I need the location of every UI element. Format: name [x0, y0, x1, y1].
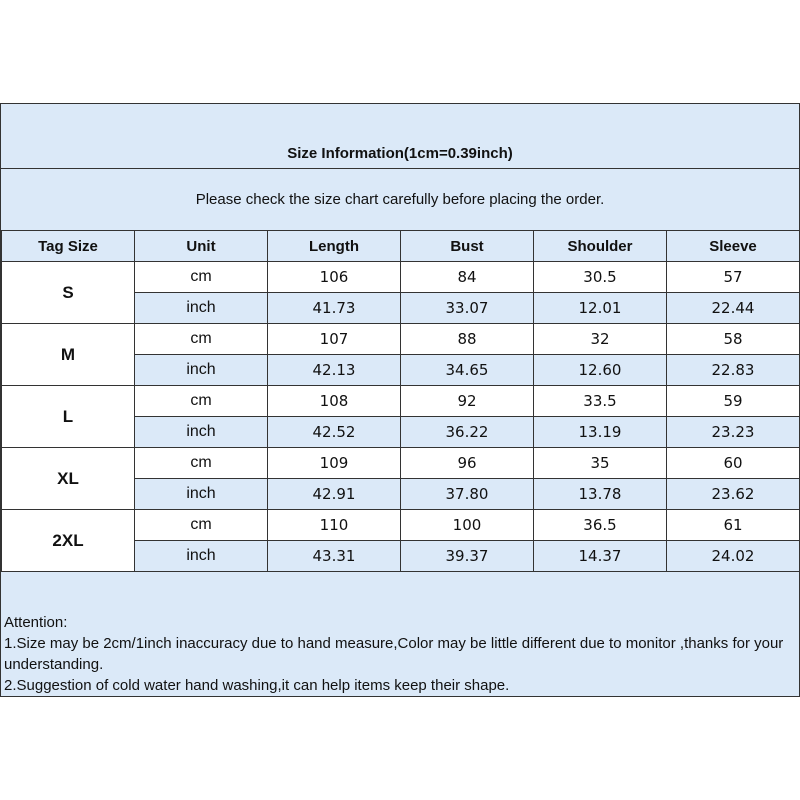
shoulder-cell: 12.01 — [534, 293, 667, 324]
header-shoulder: Shoulder — [534, 231, 667, 262]
shoulder-cell: 32 — [534, 324, 667, 355]
table-row — [2, 262, 800, 293]
sleeve-cell: 23.23 — [667, 417, 800, 448]
shoulder-cell: 13.78 — [534, 479, 667, 510]
length-cell: 42.13 — [268, 355, 401, 386]
bust-cell: 96 — [401, 448, 534, 479]
length-cell: 110 — [268, 510, 401, 541]
bust-cell: 39.37 — [401, 541, 534, 572]
length-cell: 106 — [268, 262, 401, 293]
title-band — [1, 104, 799, 169]
tag-size-cell: S — [2, 262, 135, 324]
attention-heading: Attention: — [4, 614, 68, 631]
tag-size-cell: M — [2, 324, 135, 386]
tag-size-cell: L — [2, 386, 135, 448]
tag-size-cell: 2XL — [2, 510, 135, 572]
attention-line-2: 2.Suggestion of cold water hand washing,it can help items keep their shape. — [4, 677, 510, 694]
header-unit: Unit — [135, 231, 268, 262]
unit-cell: cm — [135, 386, 268, 417]
bust-cell: 37.80 — [401, 479, 534, 510]
size-chart — [0, 103, 800, 697]
unit-cell: inch — [135, 541, 268, 572]
length-cell: 43.31 — [268, 541, 401, 572]
shoulder-cell: 33.5 — [534, 386, 667, 417]
shoulder-cell: 30.5 — [534, 262, 667, 293]
sleeve-cell: 23.62 — [667, 479, 800, 510]
header-row — [2, 231, 800, 262]
sleeve-cell: 22.44 — [667, 293, 800, 324]
table-row — [2, 510, 800, 541]
unit-cell: inch — [135, 417, 268, 448]
unit-cell: inch — [135, 479, 268, 510]
sleeve-cell: 57 — [667, 262, 800, 293]
order-notice: Please check the size chart carefully before placing the order. — [195, 190, 605, 208]
header-bust: Bust — [401, 231, 534, 262]
sleeve-cell: 58 — [667, 324, 800, 355]
unit-cell: cm — [135, 448, 268, 479]
shoulder-cell: 13.19 — [534, 417, 667, 448]
sleeve-cell: 22.83 — [667, 355, 800, 386]
tag-size-cell: XL — [2, 448, 135, 510]
shoulder-cell: 35 — [534, 448, 667, 479]
sleeve-cell: 24.02 — [667, 541, 800, 572]
table-row — [2, 386, 800, 417]
header-tag-size: Tag Size — [2, 231, 135, 262]
length-cell: 107 — [268, 324, 401, 355]
length-cell: 109 — [268, 448, 401, 479]
attention-line-1: 1.Size may be 2cm/1inch inaccuracy due to hand measure,Color may be little different due to monitor ,thanks for your understanding. — [4, 635, 784, 673]
unit-cell: cm — [135, 510, 268, 541]
table-row — [2, 448, 800, 479]
shoulder-cell: 36.5 — [534, 510, 667, 541]
sleeve-cell: 61 — [667, 510, 800, 541]
bust-cell: 84 — [401, 262, 534, 293]
unit-cell: cm — [135, 324, 268, 355]
bust-cell: 92 — [401, 386, 534, 417]
header-length: Length — [268, 231, 401, 262]
shoulder-cell: 12.60 — [534, 355, 667, 386]
bust-cell: 33.07 — [401, 293, 534, 324]
header-sleeve: Sleeve — [667, 231, 800, 262]
length-cell: 42.52 — [268, 417, 401, 448]
notice-band — [1, 168, 799, 231]
chart-title: Size Information(1cm=0.39inch) — [287, 145, 513, 162]
unit-cell: cm — [135, 262, 268, 293]
bust-cell: 88 — [401, 324, 534, 355]
unit-cell: inch — [135, 355, 268, 386]
bust-cell: 34.65 — [401, 355, 534, 386]
unit-cell: inch — [135, 293, 268, 324]
bust-cell: 36.22 — [401, 417, 534, 448]
length-cell: 108 — [268, 386, 401, 417]
bust-cell: 100 — [401, 510, 534, 541]
table-row — [2, 324, 800, 355]
length-cell: 42.91 — [268, 479, 401, 510]
shoulder-cell: 14.37 — [534, 541, 667, 572]
attention-notes — [4, 612, 794, 696]
size-table — [1, 230, 800, 572]
length-cell: 41.73 — [268, 293, 401, 324]
sleeve-cell: 59 — [667, 386, 800, 417]
sleeve-cell: 60 — [667, 448, 800, 479]
